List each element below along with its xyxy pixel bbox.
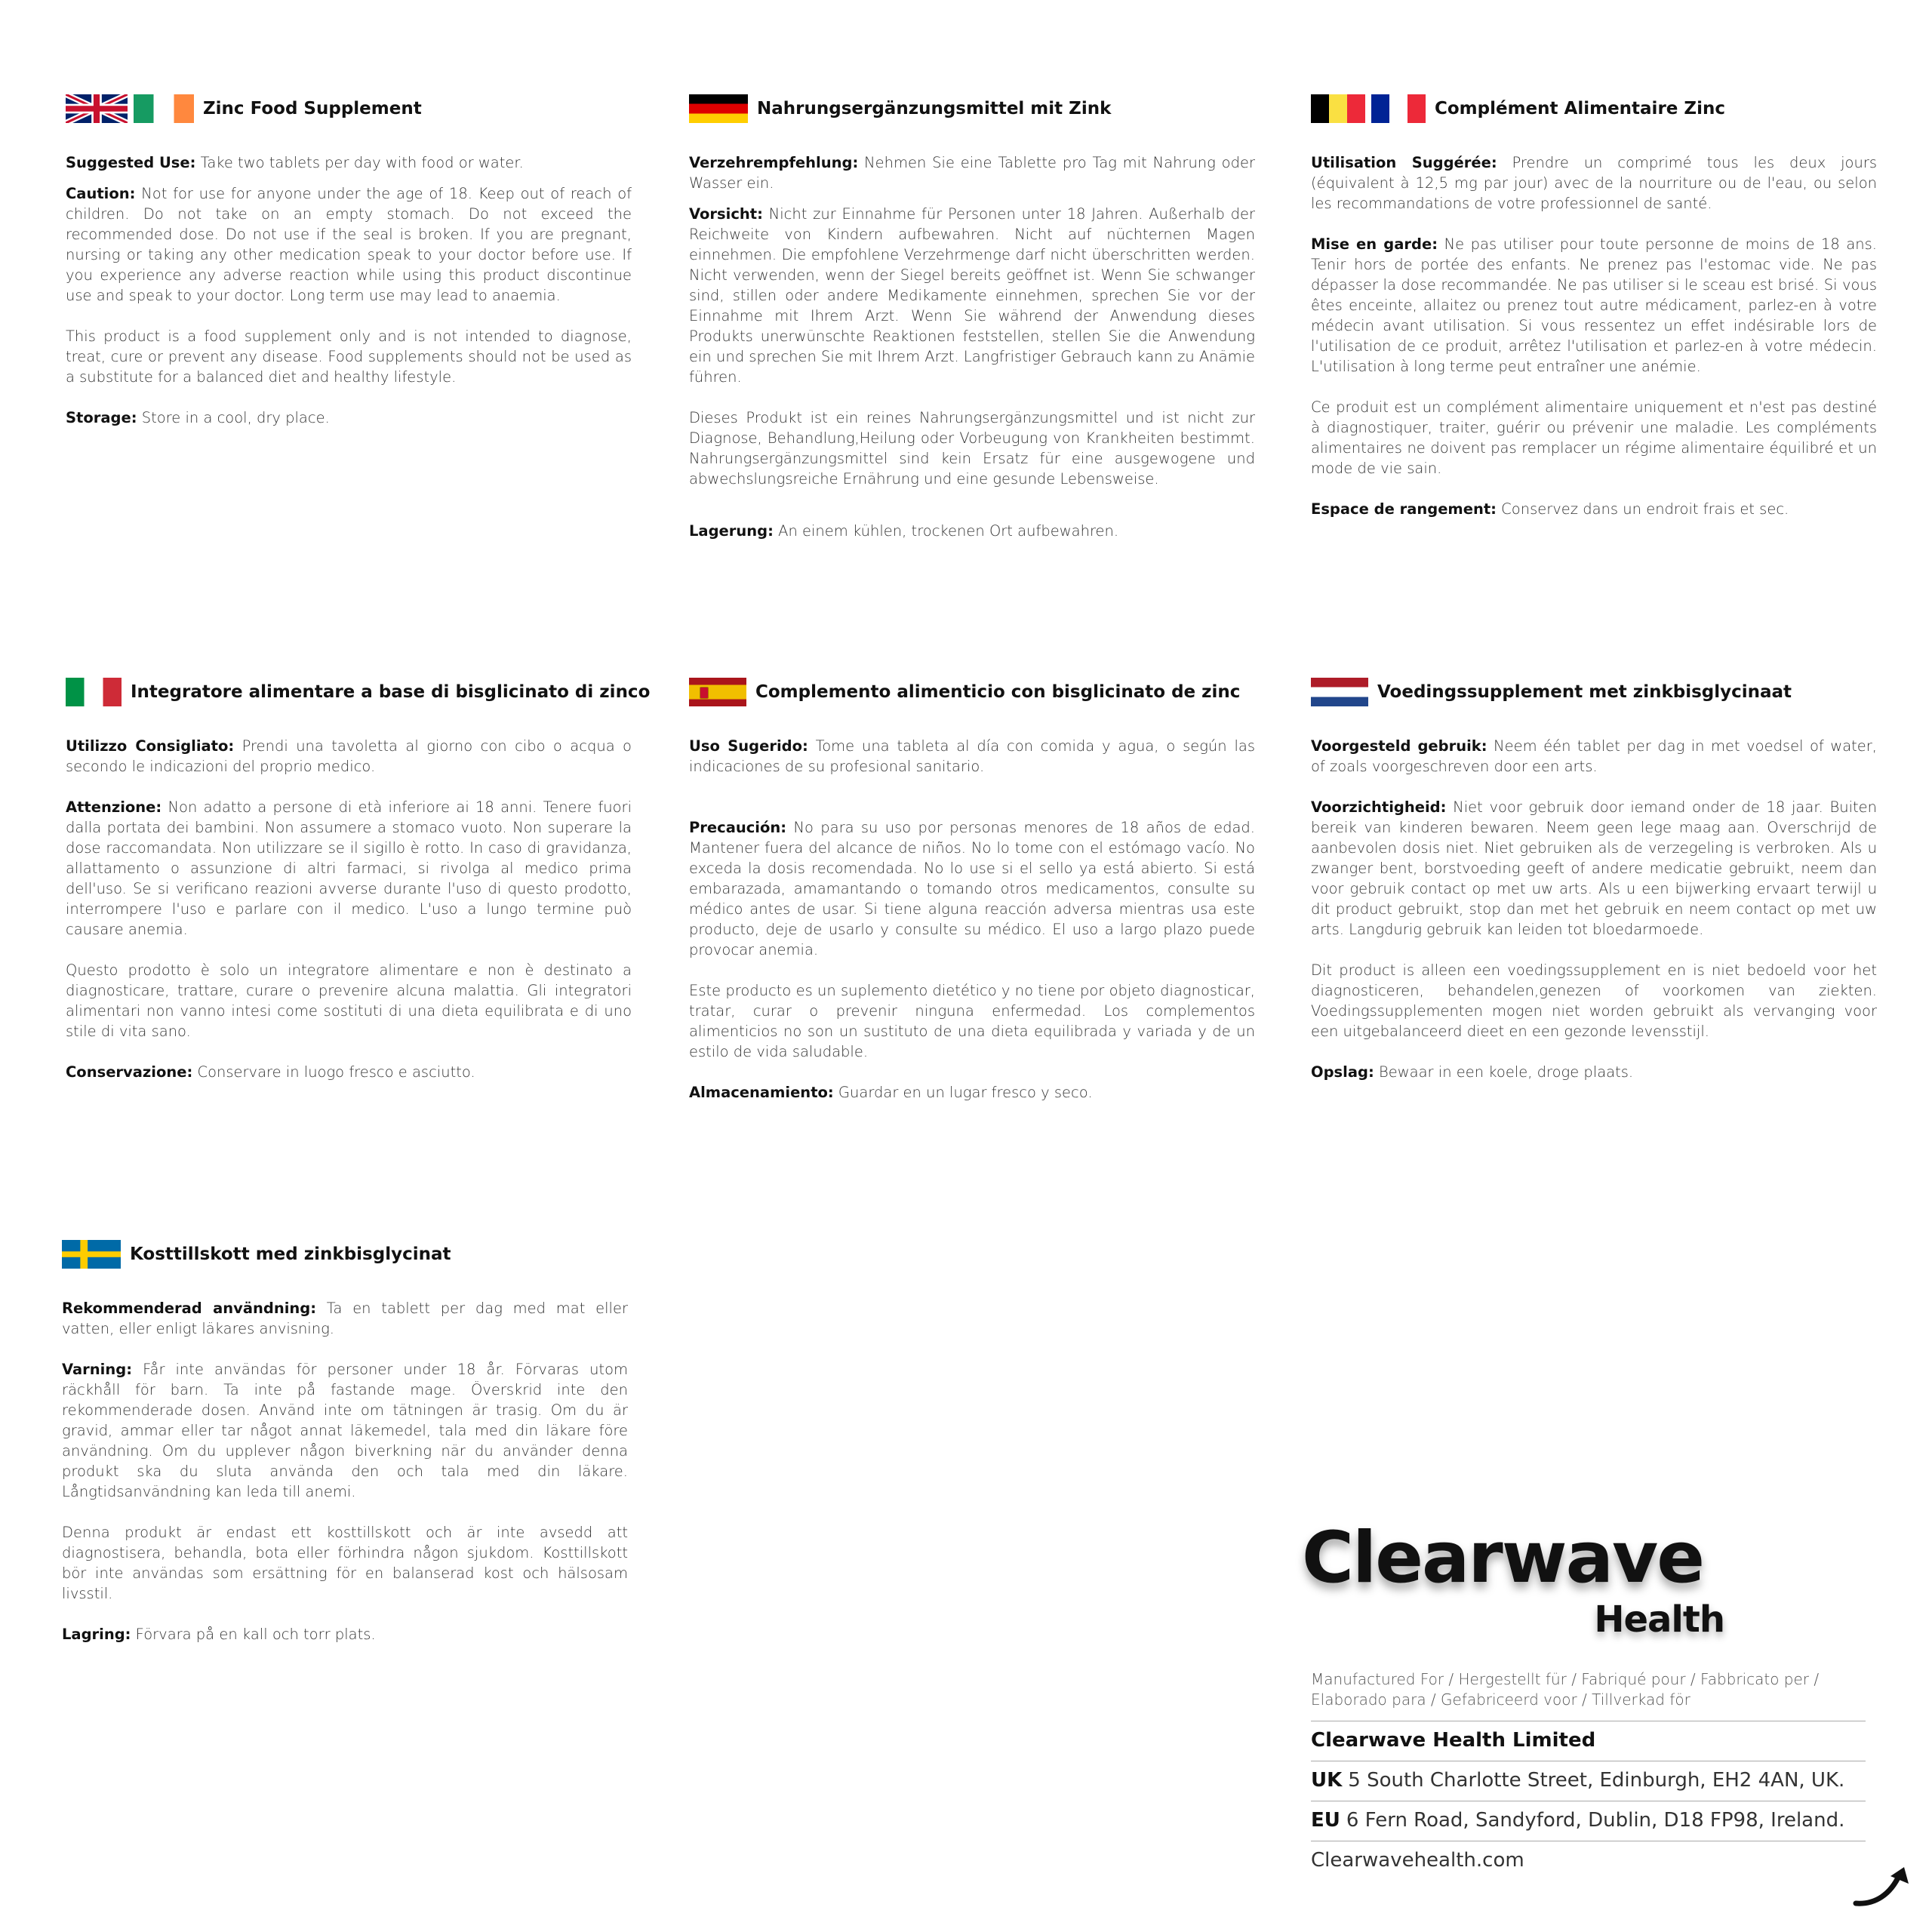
flag-group bbox=[66, 94, 194, 123]
disclaimer: Questo prodotto è solo un integratore alimentare e non è destinato a diagnosticare, trattare, curare o prevenire alcuna malattia. Gli integratori alimentari non vanno intesi come sostituti di una dieta equilibrata e di uno stile di vita sano. bbox=[66, 961, 632, 1040]
storage-text: Förvara på en kall och torr plats. bbox=[131, 1626, 376, 1643]
caution-text: Not for use for anyone under the age of 18. Keep out of reach of children. Do not take on an empty stomach. Do not exceed the recommended dose. Do not use if the seal is broken. If you are pregnant, nursing or taking any other medication speak to your doctor before use. If you experience any adverse reaction while using this product discontinue use and speak to your doctor. Long term use may lead to anaemia. bbox=[66, 185, 632, 304]
storage bbox=[1311, 1062, 1877, 1082]
eu-address bbox=[1311, 1801, 1866, 1841]
germany-flag-icon bbox=[689, 94, 748, 123]
suggested-use-text: Take two tablets per day with food or water. bbox=[195, 154, 524, 171]
storage-text: Store in a cool, dry place. bbox=[137, 409, 330, 426]
suggested-use-label: Suggested Use: bbox=[66, 154, 196, 171]
caution-label: Vorsicht: bbox=[689, 205, 763, 223]
suggested-use-label: Utilizzo Consigliato: bbox=[66, 737, 235, 755]
flag-group bbox=[689, 94, 748, 123]
suggested-use-text: Tome una tableta al día con comida y agua, o según las indicaciones de su profesional sanitario. bbox=[689, 737, 1255, 775]
brand-logo bbox=[1302, 1517, 1724, 1653]
panel-title: Kosttillskott med zinkbisglycinat bbox=[130, 1244, 451, 1264]
panel-header bbox=[1311, 92, 1877, 125]
suggested-use-text: Prendre un comprimé tous les deux jours (équivalent à 12,5 mg par jour) avec de la nourriture ou de l'eau, ou selon les recommandations de votre professionnel de santé. bbox=[1311, 154, 1878, 212]
panel-title: Zinc Food Supplement bbox=[203, 99, 422, 118]
uk-code: UK bbox=[1311, 1769, 1343, 1792]
panel-header bbox=[62, 1238, 628, 1271]
suggested-use-label: Uso Sugerido: bbox=[689, 737, 808, 755]
ireland-flag-icon bbox=[134, 94, 194, 123]
caution-label: Mise en garde: bbox=[1311, 235, 1438, 253]
caution-label: Caution: bbox=[66, 185, 136, 202]
panel-title: Nahrungsergänzungsmittel mit Zink bbox=[757, 99, 1112, 118]
caution-text: No para su uso por personas menores de 18 años de edad. Mantener fuera del alcance de niños. No lo tome con el estómago vacío. No exceda la dosis recomendada. No lo use si el sello ya está abierto. Si está embarazada, amamantando o tomando otros medicamentos, consulte su médico antes de usar. Si tiene alguna reacción adversa mientras usa este producto, deje de usarlo y consulte su médico. El uso a largo plazo puede provocar anemia. bbox=[689, 819, 1255, 958]
italy-flag-icon bbox=[66, 678, 122, 706]
flag-group bbox=[66, 678, 122, 706]
storage-label: Almacenamiento: bbox=[689, 1084, 834, 1101]
disclaimer: Ce produit est un complément alimentaire uniquement et n'est pas destiné à diagnostiquer, traiter, guérir ou prévenir une maladie. Les compléments alimentaires ne doivent pas remplacer un régime alimentaire équilibré et un mode de vie sain. bbox=[1311, 398, 1877, 477]
flag-group bbox=[1311, 678, 1368, 706]
uk-flag-icon bbox=[66, 94, 128, 123]
panel-dutch bbox=[1311, 675, 1877, 1103]
panel-spanish bbox=[689, 675, 1255, 1123]
panel-english bbox=[66, 92, 632, 448]
suggested-use-label: Verzehrempfehlung: bbox=[689, 154, 859, 171]
storage bbox=[66, 408, 632, 428]
suggested-use-text: Neem één tablet per dag in met voedsel of water, of zoals voorgeschreven door een arts. bbox=[1311, 737, 1878, 775]
flag-group bbox=[62, 1240, 121, 1269]
panel-header bbox=[689, 675, 1255, 709]
suggested-use bbox=[62, 1298, 628, 1339]
suggested-use-label: Voorgesteld gebruik: bbox=[1311, 737, 1487, 755]
caution bbox=[1311, 797, 1877, 940]
storage bbox=[62, 1624, 628, 1644]
panel-header bbox=[66, 92, 632, 125]
panel-title: Voedingssupplement met zinkbisglycinaat bbox=[1377, 682, 1792, 702]
france-flag-icon bbox=[1371, 94, 1426, 123]
storage-text: Conservare in luogo fresco e asciutto. bbox=[192, 1063, 475, 1081]
storage-label: Lagring: bbox=[62, 1626, 131, 1643]
caution bbox=[66, 183, 632, 306]
caution bbox=[1311, 234, 1877, 377]
panel-title: Complément Alimentaire Zinc bbox=[1435, 99, 1725, 118]
suggested-use bbox=[66, 152, 632, 173]
caution bbox=[62, 1359, 628, 1502]
belgium-flag-icon bbox=[1311, 94, 1365, 123]
company-name: Clearwave Health Limited bbox=[1311, 1721, 1866, 1761]
caution-label: Attenzione: bbox=[66, 798, 162, 816]
sweden-flag-icon bbox=[62, 1240, 121, 1269]
uk-address-text: 5 South Charlotte Street, Edinburgh, EH2 4AN, UK. bbox=[1348, 1769, 1845, 1792]
panel-swedish bbox=[62, 1238, 628, 1665]
panel-french bbox=[1311, 92, 1877, 540]
suggested-use bbox=[1311, 736, 1877, 777]
suggested-use-text: Prendi una tavoletta al giorno con cibo o acqua o secondo le indicazioni del proprio medico. bbox=[66, 737, 632, 775]
brand-subtitle: Health bbox=[1594, 1598, 1724, 1641]
disclaimer: Dieses Produkt ist ein reines Nahrungsergänzungsmittel und ist nicht zur Diagnose, Behandlung,Heilung oder Vorbeugung von Krankheiten bestimmt. Nahrungsergänzungsmittel sind kein Ersatz für eine ausgewogene und abwechslungsreiche Ernährung und eine gesunde Lebensweise. bbox=[689, 409, 1255, 488]
netherlands-flag-icon bbox=[1311, 678, 1368, 706]
disclaimer: This product is a food supplement only and is not intended to diagnose, treat, cure or prevent any disease. Food supplements should not be used as a substitute for a balanced diet and healthy lifestyle. bbox=[66, 328, 632, 386]
disclaimer: Dit product is alleen een voedingssupplement en is niet bedoeld voor het diagnosticeren, behandelen,genezen of voorkomen van ziekten. Voedingssupplementen mogen niet worden gebruikt als vervanging voor een uitgebalanceerd dieet en een gezonde levensstijl. bbox=[1311, 961, 1877, 1040]
storage-label: Lagerung: bbox=[689, 522, 774, 540]
suggested-use-label: Rekommenderad användning: bbox=[62, 1300, 317, 1317]
caution bbox=[689, 817, 1255, 960]
panel-header bbox=[1311, 675, 1877, 709]
eu-address-text: 6 Fern Road, Sandyford, Dublin, D18 FP98, Ireland. bbox=[1346, 1809, 1845, 1832]
storage-text: Guardar en un lugar fresco y seco. bbox=[833, 1084, 1093, 1101]
suggested-use bbox=[689, 152, 1255, 193]
storage bbox=[689, 1082, 1255, 1103]
brand-name: Clearwave bbox=[1302, 1517, 1704, 1599]
storage-text: Bewaar in een koele, droge plaats. bbox=[1374, 1063, 1634, 1081]
suggested-use bbox=[689, 736, 1255, 777]
flag-group bbox=[689, 678, 746, 706]
spain-flag-icon bbox=[689, 678, 746, 706]
caution-label: Precaución: bbox=[689, 819, 787, 836]
suggested-use-text: Ta en tablett per dag med mat eller vatten, eller enligt läkares anvisning. bbox=[62, 1300, 628, 1337]
caution bbox=[66, 797, 632, 940]
caution-label: Voorzichtigheid: bbox=[1311, 798, 1447, 816]
website: Clearwavehealth.com bbox=[1311, 1841, 1866, 1881]
panel-italian bbox=[66, 675, 651, 1103]
caution bbox=[689, 204, 1255, 387]
caution-text: Ne pas utiliser pour toute personne de moins de 18 ans. Tenir hors de portée des enfants. Ne prenez pas l'estomac vide. Ne pas dépasser la dose recommandée. Ne pas utiliser si le sceau est brisé. Si vous êtes enceinte, allaitez ou prenez tout autre médicament, parlez-en à votre médecin avant utilisation. Si vous ressentez un effet indésirable lors de l'utilisation de ce produit, arrêtez l'utilisation et parlez-en à votre médecin. L'utilisation à long terme peut entraîner une anémie. bbox=[1311, 235, 1877, 375]
suggested-use-label: Utilisation Suggérée: bbox=[1311, 154, 1497, 171]
storage-label: Opslag: bbox=[1311, 1063, 1374, 1081]
caution-text: Non adatto a persone di età inferiore ai 18 anni. Tenere fuori dalla portata dei bambini. Non assumere a stomaco vuoto. Non superare la dose raccomandata. Non utilizzare se il sigillo è rotto. In caso di gravidanza, allattamento o assunzione di altri farmaci, si rivolga al medico prima dell'uso. Se si verificano reazioni avverse durante l'uso di questo prodotto, interrompere l'uso e parlare con il medico. L'uso a lungo termine può causare anemia. bbox=[66, 798, 632, 938]
panel-german bbox=[689, 92, 1255, 561]
curved-arrow-icon bbox=[1853, 1864, 1921, 1909]
caution-text: Niet voor gebruik door iemand onder de 18 jaar. Buiten bereik van kinderen bewaren. Neem geen lege maag aan. Overschrijd de aanbevolen dosis niet. Niet gebruiken als de verzegeling is verbroken. Als u zwanger bent, borstvoeding geeft of andere medicatie gebruikt, neem dan voor gebruik contact op met uw arts. Als u een bijwerking ervaart terwijl u dit product gebruikt, stop dan met het gebruik en neem contact op met uw arts. Langdurig gebruik kan leiden tot bloedarmoede. bbox=[1311, 798, 1877, 938]
disclaimer: Este producto es un suplemento dietético y no tiene por objeto diagnosticar, tratar, curar o prevenir ninguna enfermedad. Los complementos alimenticios no son un sustituto de una dieta equilibrada y variada y de un estilo de vida saludable. bbox=[689, 982, 1255, 1060]
caution-text: Får inte användas för personer under 18 år. Förvaras utom räckhåll för barn. Ta inte på fastande mage. Överskrid inte den rekommenderade dosen. Använd inte om tätningen är trasig. Om du är gravid, ammar eller tar något annat läkemedel, tala med din läkare före användning. Om du upplever någon biverkning när du använder denna produkt ska du sluta använda den och tala med din läkare. Långtidsanvändning kan leda till anemi. bbox=[62, 1361, 628, 1500]
manufacturer-block bbox=[1302, 1517, 1877, 1881]
storage bbox=[1311, 499, 1877, 519]
caution-text: Nicht zur Einnahme für Personen unter 18 Jahren. Außerhalb der Reichweite von Kindern aufbewahren. Nicht auf nüchternen Magen einnehmen. Die empfohlene Verzehrmenge darf nicht überschritten werden. Nicht verwenden, wenn der Siegel bereits geöffnet ist. Wenn Sie schwanger sind, stillen oder andere Medikamente einnehmen, sprechen Sie vor der Einnahme mit Ihrem Arzt. Wenn Sie während der Anwendung dieses Produkts unerwünschte Reaktionen feststellen, stellen Sie die Anwendung ein und sprechen Sie mit Ihrem Arzt. Langfristiger Gebrauch kann zu Anämie führen. bbox=[689, 205, 1255, 386]
manufactured-for-text: Manufactured For / Hergestellt für / Fabriqué pour / Fabbricato per / Elaborado para / Gefabriceerd voor / Tillverkad för bbox=[1311, 1670, 1820, 1709]
storage-label: Conservazione: bbox=[66, 1063, 193, 1081]
caution-label: Varning: bbox=[62, 1361, 133, 1378]
storage-label: Storage: bbox=[66, 409, 137, 426]
panel-header bbox=[66, 675, 651, 709]
uk-address bbox=[1311, 1761, 1866, 1801]
suggested-use bbox=[1311, 152, 1877, 214]
suggested-use bbox=[66, 736, 632, 777]
suggested-use-text: Nehmen Sie eine Tablette pro Tag mit Nahrung oder Wasser ein. bbox=[689, 154, 1255, 192]
storage-label: Espace de rangement: bbox=[1311, 500, 1497, 518]
flag-group bbox=[1311, 94, 1426, 123]
storage bbox=[689, 521, 1255, 541]
disclaimer: Denna produkt är endast ett kosttillskott och är inte avsedd att diagnostisera, behandla, bota eller förhindra någon sjukdom. Kosttillskott bör inte användas som ersättning för en balanserad kost och hälsosam livsstil. bbox=[62, 1524, 628, 1602]
spain-coat-of-arms-icon bbox=[700, 687, 709, 699]
storage bbox=[66, 1062, 632, 1082]
panel-title: Integratore alimentare a base di bisglicinato di zinco bbox=[131, 682, 651, 702]
storage-text: Conservez dans un endroit frais et sec. bbox=[1496, 500, 1789, 518]
eu-code: EU bbox=[1311, 1809, 1340, 1832]
panel-header bbox=[689, 92, 1255, 125]
panel-title: Complemento alimenticio con bisglicinato de zinc bbox=[755, 682, 1241, 702]
storage-text: An einem kühlen, trockenen Ort aufbewahren. bbox=[773, 522, 1119, 540]
